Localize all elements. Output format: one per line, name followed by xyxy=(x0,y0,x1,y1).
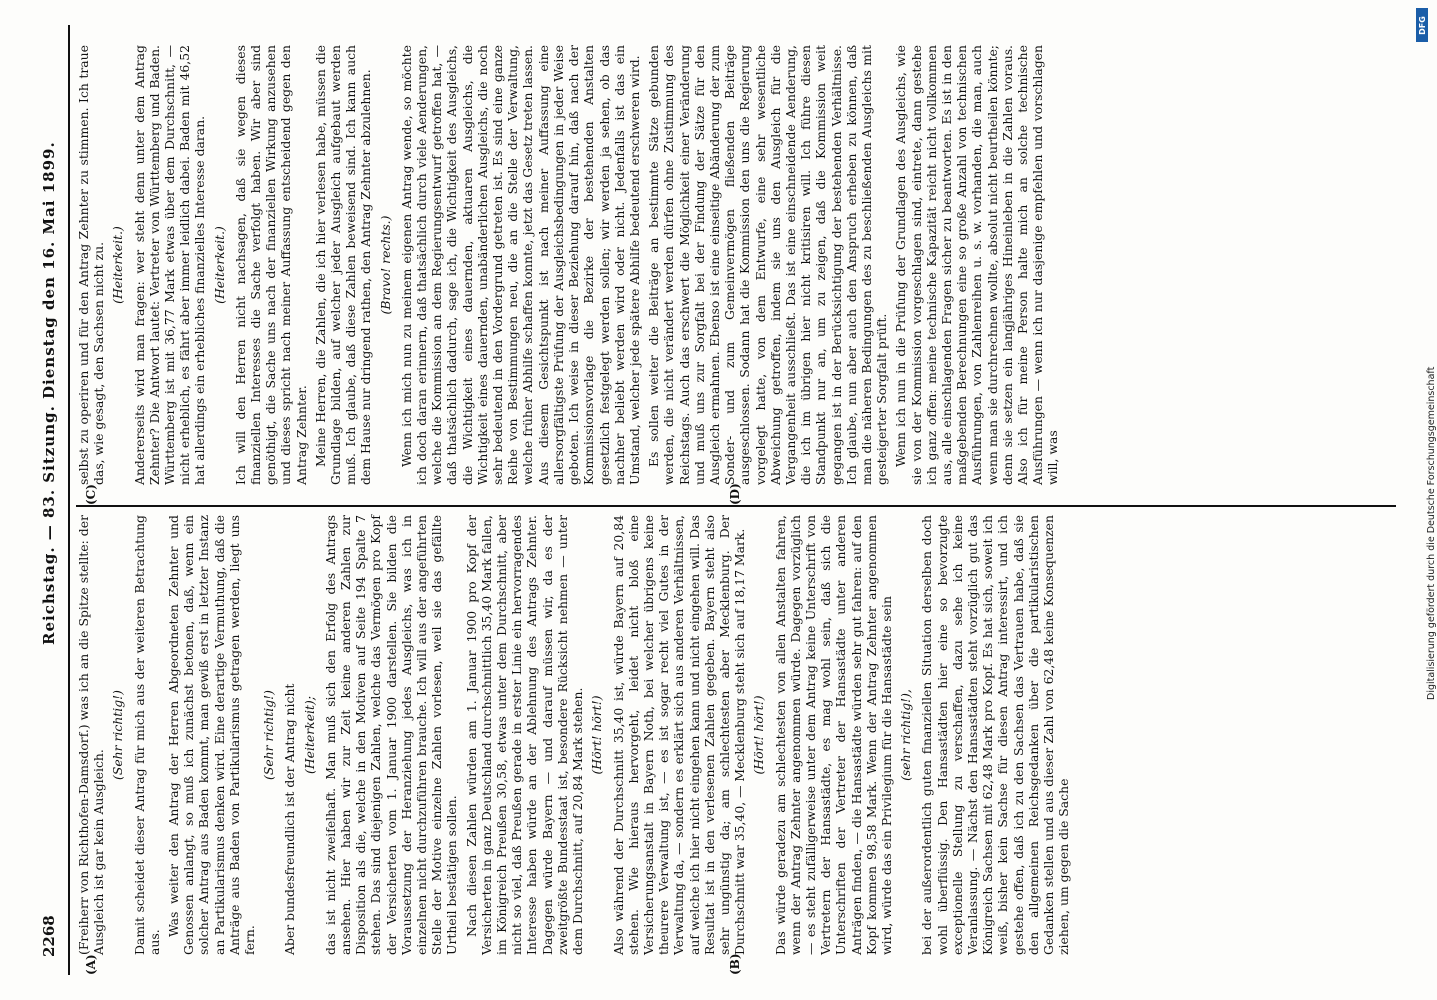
left-column-paragraph: (Hört! hört!) xyxy=(589,695,605,775)
right-column-paragraph: Andererseits wird man fragen: wer steht denn unter dem Antrag Zehnter? Die Antwort lautet: Vertreter von Württemberg und Baden. Württemberg ist mit 36,77 Mark etwas über dem Durchschnitt, — nicht erheblich, es fährt aber immer leidlich dabei. Baden mit 46,52 hat allerdings ein erhebliches finanzielles Interesse daran. xyxy=(131,45,208,485)
right-text-column xyxy=(76,45,1396,485)
digitization-credit xyxy=(1414,10,1437,990)
right-column-paragraph: (Heiterkeit.) xyxy=(110,226,126,304)
left-column-paragraph: Nach diesen Zahlen würden am 1. Januar 1900 pro Kopf der Versicherten in ganz Deutschland durchschnittlich 35,40 Mark fallen, im Königreich Preußen 30,58, etwas unter dem Durchschnitt, aber nicht so viel, daß Preußen gerade in erster Linie ein hervorragendes Interesse haben würde an der Ablehnung des Antrags Zehnter. Dagegen würde Bayern — und darauf müssen wir, da es der zweitgrößte Bundesstaat ist, besondere Rücksicht nehmen — unter dem Durchschnitt, auf 20,84 Mark stehen. xyxy=(463,515,586,955)
right-column-paragraph: Ich will den Herren nicht nachsagen, daß sie wegen dieses finanziellen Interesses die Sache verfolgt haben. Wir aber sind genöthigt, die Sache uns nach der finanziellen Wirkung anzusehen und dieses spricht nach meiner Auffassung entscheidend gegen den Antrag Zehnter. xyxy=(232,45,309,485)
margin-marker-d: (D) xyxy=(728,483,742,505)
right-column-paragraph: (Bravo! rechts.) xyxy=(377,215,393,315)
left-text-column xyxy=(76,515,1396,955)
right-column-paragraph: selbst zu operiren und für den Antrag Zehnter zu stimmen. Ich traue das, wie gesagt, den Sachsen nicht zu. xyxy=(76,45,107,485)
page-number: 2268 xyxy=(40,915,58,957)
right-column-paragraph: Meine Herren, die Zahlen, die ich hier verlesen habe, müssen die Grundlage bilden, auf welcher jeder Ausgleich aufgebaut werden muß. Ich glaube, daß diese Zahlen beweisend sind. Ich kann auch dem Hause nur dringend rathen, den Antrag Zehnter abzulehnen. xyxy=(312,45,374,485)
margin-marker-a: (A) xyxy=(84,954,98,975)
left-column-paragraph: Das würde geradezu am schlechtesten von allen Anstalten fahren, wenn der Antrag Zehnter angenommen würde. Dagegen vorzüglich — es steht zufälligerweise unter dem Antrag keine Unterschrift von Vertretern der Hansastädte, es mag wohl sein, daß sich die Unterschriften der Vertreter der Hansastädte unter anderen Anträgen finden, — die Hansastädte würden sehr gut fahren: auf den Kopf kommen 98,58 Mark. Wenn der Antrag Zehnter angenommen wird, würde das ein Privilegium für die Hansastädte sein xyxy=(772,515,894,955)
left-column-paragraph: Was weiter den Antrag der Herren Abgeordneten Zehnter und Genossen anlangt, so muß ich zunächst betonen, daß, wenn ein solcher Antrag aus Baden kommt, man gewiß erst in letzter Instanz an Partikularismus denken wird. Eine derartige Vermuthung, daß die Anträge aus Baden von Partikularismus getragen werden, liegt uns fern. xyxy=(166,515,258,955)
right-column-paragraph: Wenn ich mich nun zu meinem eigenen Antrag wende, so möchte ich doch daran erinnern, daß thatsächlich durch viele Aenderungen, welche die Kommission an dem Regierungsentwurf getroffen hat, — daß thatsächlich dadurch, sage ich, die Wichtigkeit des Ausgleichs, die Wichtigkeit eines dauernden, aktuaren Ausgleichs, die Wichtigkeit eines dauernden, unabänderlichen Ausgleichs, die noch sehr bedeutend in den Vordergrund getreten ist. Es sind eine ganze Reihe von Bestimmungen neu, die an die Stelle der Verwaltung, welche früher Abhilfe schaffen konnte, jetzt das Gesetz treten lassen. Aus diesem Gesichtspunkt ist nach meiner Auffassung eine allersorgfältigste Prüfung der Ausgleichsbedingungen in jeder Weise geboten. Ich weise in dieser Beziehung darauf hin, daß nach der Kommissionsvorlage die Bezirke der bestehenden Anstalten gesetzlich festgelegt werden sollen; wir werden ja sehen, ob das nachher beliebt werden wird oder nicht. Jedenfalls ist das ein Umstand, welcher jede spätere Abhilfe bedeutend erschweren wird. xyxy=(398,45,642,485)
right-column-paragraph: Es sollen weiter die Beiträge an bestimmte Sätze gebunden werden, die nicht verändert werden dürfen ohne Zustimmung des Reichstags. Auch das erschwert die Möglichkeit einer Veränderung und muß uns zur Sorgfalt bei der Findung der Sätze für den Ausgleich ermahnen. Ebenso ist eine einseitige Abänderung der zum Sonder- und zum Gemeinvermögen fließenden Beiträge ausgeschlossen. Sodann hat die Kommission den uns die Regierung vorgelegt hatte, von dem Entwurfe, eine sehr wesentliche Abweichung getroffen, indem sie uns den Ausgleich für die Vergangenheit ausschließt. Das ist eine einschneidende Aenderung, die ich im übrigen hier nicht kritisiren will. Ich führe diesen Standpunkt nur an, um zu zeigen, daß die Kommission weit gegangen ist in der Berücksichtigung der bestehenden Verhältnisse. Ich glaube, nun aber auch den Anspruch erheben zu können, daß man die näheren Bedingungen des zu beschließenden Ausgleichs mit gesteigerter Sorgfalt prüft. xyxy=(646,45,890,485)
dfg-logo-text: DFG xyxy=(1417,15,1427,35)
left-column-paragraph: (Sehr richtig!) xyxy=(110,690,126,780)
left-column-paragraph: bei der außerordentlich guten finanziellen Situation derselben doch wohl überflüssig. Den Hansastädten hier eine so bevorzugte exceptionelle Stellung zu verschaffen, dazu sehe ich keine Veranlassung. — Nächst den Hansastädten steht vorzüglich gut das Königreich Sachsen mit 62,48 Mark pro Kopf. Es hat sich, soweit ich weiß, bisher kein Sachse für diesen Antrag interessirt, und ich gestehe offen, daß ich zu den Sachsen das Vertrauen habe, daß sie den allgemeinen Reichsgedanken über die partikularistischen Gedanken stellen und aus dieser Zahl von 62,48 keine Konsequenzen ziehen, um gegen die Sache xyxy=(919,515,1072,955)
left-column-paragraph: (Sehr richtig!) xyxy=(261,690,277,780)
left-column-paragraph: das ist nicht zweifelhaft. Man muß sich den Erfolg des Antrags ansehen. Hier haben wir zur Zeit keine anderen Zahlen zur Disposition als die, welche in den Motiven auf Seite 194 Spalte 7 stehen. Das sind diejenigen Zahlen, welche das Vermögen pro Kopf der Versicherten vom 1. Januar 1900 darstellen. Sie bilden die Voraussetzung der Heranziehung jedes Ausgleichs, was ich in einzelnen nicht durchzuführen brauche. Ich will aus der angeführten Stelle der Motive einzelne Zahlen vorlesen, weil sie das gefällte Urtheil bestätigen sollen. xyxy=(322,515,460,955)
column-divider xyxy=(76,505,1396,507)
left-column-paragraph: Aber bundesfreundlich ist der Antrag nicht xyxy=(282,683,298,955)
rotated-page xyxy=(28,25,1408,975)
right-column-paragraph: Wenn ich nun in die Prüfung der Grundlagen des Ausgleichs, wie sie von der Kommission vorgeschlagen sind, eintrete, dann gestehe ich ganz offen: meine technische Kapazität reicht nicht vollkommen aus, alle einschlagenden Fragen sicher zu beantworten. Es ist in den maßgebenden Berechnungen eine so große Anzahl von technischen Ausführungen, von Zahlenreihen u. s. w. vorhanden, die man, auch wenn man sie durchrechnen wollte, absolut nicht beurtheilen könnte; denn sie setzen ein langjähriges Hineinleben in die Zahlen voraus. Also ich für meine Person halte mich an solche technische Ausführungen — wenn ich nur dasjenige empfehlen und vorschlagen will, was xyxy=(893,45,1061,485)
left-column-paragraph: (Heiterkeit); xyxy=(301,696,317,774)
margin-marker-c: (C) xyxy=(84,484,98,505)
left-column-paragraph: (sehr richtig!), xyxy=(898,689,914,781)
dfg-logo-icon xyxy=(1416,8,1428,42)
page-title: Reichstag. — 83. Sitzung. Dienstag den 16. Mai 1899. xyxy=(40,141,58,645)
left-column-paragraph: Also während der Durchschnitt 35,40 ist, würde Bayern auf 20,84 stehen. Wie hieraus hervorgeht, leidet nicht bloß eine Versicherungsanstalt in Bayern Noth, bei welcher übrigens keine theurere Verwaltung ist, — es ist sogar recht viel Gutes in der Verwaltung da, — sondern es erklärt sich aus anderen Verhältnissen, auf welche ich hier nicht eingehen kann und nicht eingehen will. Das Resultat ist in den verlesenen Zahlen gegeben. Bayern steht also sehr ungünstig da; am schlechtesten aber Mecklenburg. Der Durchschnitt war 35,40, — Mecklenburg steht sich auf 18,17 Mark. xyxy=(610,515,748,955)
left-column-paragraph: Damit scheidet dieser Antrag für mich aus der weiteren Betrachtung aus. xyxy=(131,515,162,955)
left-column-paragraph: (Hört! hört!) xyxy=(751,695,767,775)
right-column-paragraph: (Heiterkeit.) xyxy=(211,226,227,304)
watermark-text: Digitalisierung gefördert durch die Deutsche Forschungsgemeinschaft xyxy=(1426,366,1437,700)
left-column-paragraph: (Freiherr von Richthofen-Damsdorf.) was ich an die Spitze stellte: der Ausgleich ist gar kein Ausgleich. xyxy=(76,515,107,955)
page-header xyxy=(28,25,70,975)
margin-marker-b: (B) xyxy=(728,953,742,975)
